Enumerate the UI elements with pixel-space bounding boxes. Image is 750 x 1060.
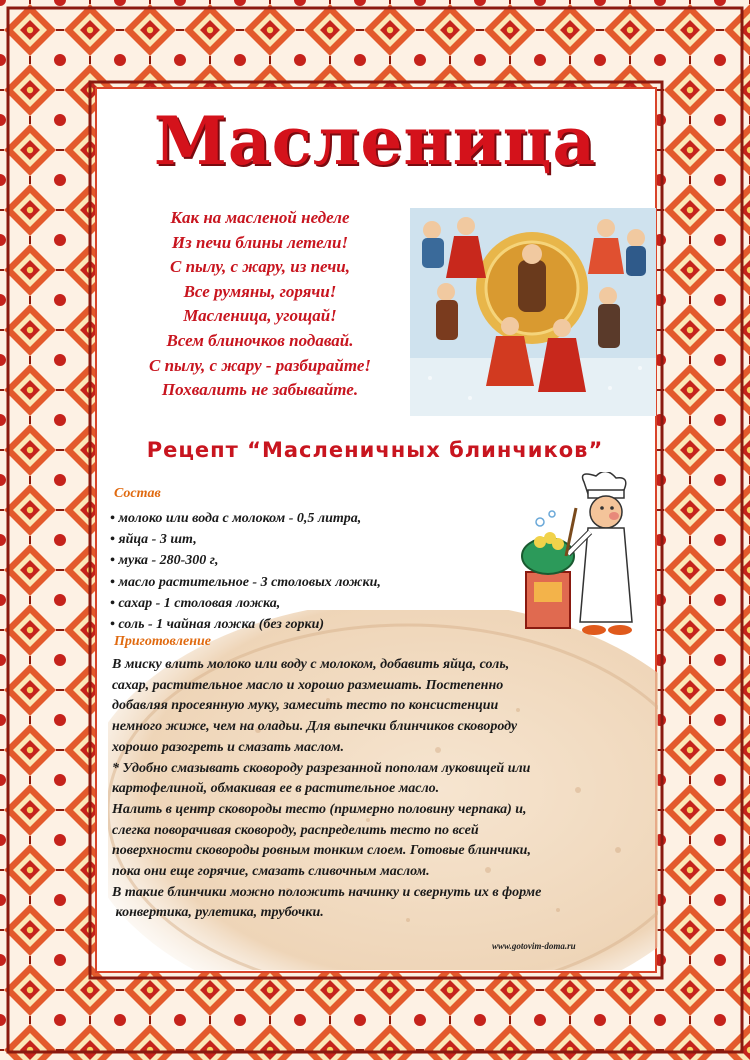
preparation-line: В миску влить молоко или воду с молоком, добавить яйца, соль, [112, 657, 510, 672]
preparation-line: В такие блинчики можно положить начинку и свернуть их в форме [112, 884, 542, 900]
ingredients-heading: Состав [114, 486, 161, 501]
preparation-line: * Удобно смазывать сковороду разрезанной пополам луковицей или [112, 760, 531, 776]
poem-line: С пылу, с жару - разбирайте! [149, 355, 371, 375]
ingredient-item: • яйца - 3 шт, [110, 532, 197, 548]
poem-line: Всем блиночков подавай. [166, 330, 354, 350]
ingredient-item: • сахар - 1 столовая ложка, [110, 595, 281, 611]
preparation-line: Налить в центр сковороды тесто (примерно половину черпака) и, [112, 801, 527, 817]
poem-line: Из печи блины летели! [171, 232, 349, 252]
page-title: Масленица [153, 102, 597, 180]
preparation-line: немного жиже, чем на оладьи. Для выпечки блинчиков сковороду [112, 719, 518, 735]
ingredients-list [110, 508, 480, 635]
preparation-line: конвертика, рулетика, трубочки. [112, 905, 324, 921]
poem-line: Как на масленой неделе [170, 208, 350, 227]
preparation-line: слегка поворачивая сковороду, распределить тесто по всей [112, 822, 479, 838]
website-link[interactable]: www.gotovim-doma.ru [492, 941, 576, 951]
poem-line: Масленица, угощай! [183, 306, 337, 326]
ingredient-item: • соль - 1 чайная ложка (без горки) [110, 617, 325, 633]
preparation-line: поверхности сковороды ровным тонким слоем. Готовые блинчики, [112, 843, 531, 859]
maslenitsa-painting [410, 208, 656, 416]
ingredient-item: • молоко или вода с молоком - 0,5 литра, [110, 511, 362, 526]
preparation-line: картофелиной, обмакивая ее в растительное масло. [112, 781, 440, 797]
preparation-line: хорошо разогреть и смазать маслом. [112, 739, 344, 755]
preparation-heading: Приготовление [114, 634, 211, 649]
poem-line: С пылу, с жару, из печи, [169, 257, 350, 277]
chef-illustration [518, 472, 648, 640]
poem-line: Все румяны, горячи! [183, 281, 337, 301]
preparation-text [112, 655, 647, 924]
preparation-line: добавляя просеянную муку, замесить тесто по консистенции [112, 698, 499, 714]
recipe-title: Рецепт “Масленичных блинчиков” [146, 438, 604, 462]
preparation-line: сахар, растительное масло и хорошо размешать. Постепенно [112, 677, 504, 693]
ingredient-item: • масло растительное - 3 столовых ложки, [110, 574, 381, 590]
preparation-line: пока они еще горячие, смазать сливочным маслом. [112, 864, 430, 880]
poem-line: Похвалить не забывайте. [161, 380, 359, 400]
poem [110, 206, 410, 403]
ingredient-item: • мука - 280-300 г, [110, 553, 219, 569]
